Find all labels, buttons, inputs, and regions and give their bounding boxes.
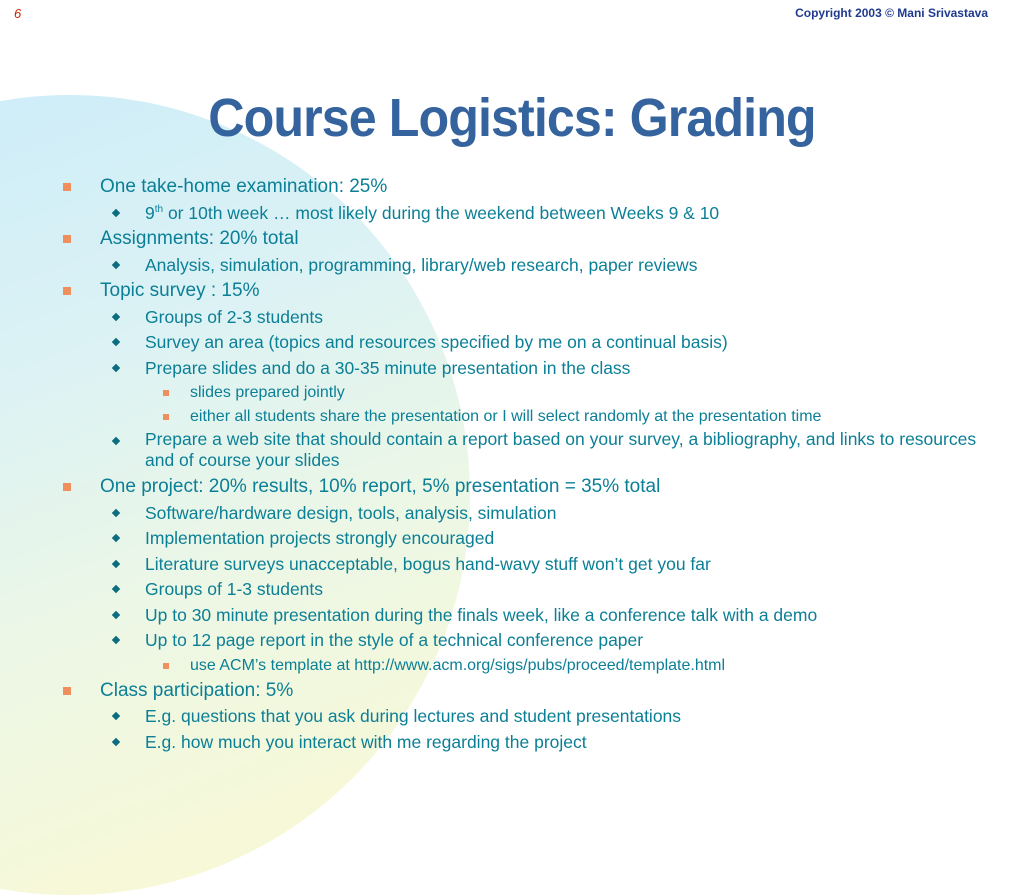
sub-bullet-project-groups [0,577,1024,603]
diamond-bullet-icon [112,338,120,346]
bullet-text: One project: 20% results, 10% report, 5% presentation = 35% total [100,476,661,497]
bullet-text: One take-home examination: 25% [100,176,388,197]
diamond-bullet-icon [112,610,120,618]
diamond-bullet-icon [112,559,120,567]
sub-bullet-project-design [0,501,1024,527]
bullet-text: either all students share the presentation or I will select randomly at the presentation time [190,408,822,425]
square-bullet-icon [63,287,71,295]
bullet-text: Prepare slides and do a 30-35 minute presentation in the class [145,357,631,378]
sub-bullet-project-literature [0,552,1024,578]
diamond-bullet-icon [112,712,120,720]
diamond-bullet-icon [112,636,120,644]
bullet-text: slides prepared jointly [190,384,345,401]
sub-bullet-participation-questions [0,704,1024,730]
bullet-project [0,474,1024,501]
bullet-text: Prepare a web site that should contain a report based on your survey, a bibliography, and links to resources and of course your slides [145,429,977,470]
bullet-assignments [0,226,1024,253]
sub-bullet-survey-area [0,330,1024,356]
bullet-exam [0,174,1024,201]
small-square-bullet-icon [163,390,169,396]
bullet-text: Implementation projects strongly encouraged [145,528,495,548]
sub-sub-bullet-acm-template [0,654,1024,678]
bullet-text: Groups of 2-3 students [145,306,324,327]
copyright-notice: Copyright 2003 © Mani Srivastava [795,6,988,20]
bullet-text: Class participation: 5% [100,679,294,701]
sub-bullet-survey-slides [0,356,1024,382]
small-square-bullet-icon [163,414,169,420]
sub-bullet-assignments-detail [0,253,1024,279]
square-bullet-icon [63,483,71,491]
bullet-text: Survey an area (topics and resources specified by me on a continual basis) [145,332,728,352]
diamond-bullet-icon [112,437,120,445]
diamond-bullet-icon [112,508,120,516]
square-bullet-icon [63,183,71,191]
bullet-list [0,174,1024,755]
diamond-bullet-icon [112,534,120,542]
sub-bullet-participation-interact [0,730,1024,756]
bullet-text: Groups of 1-3 students [145,579,324,599]
bullet-text: Up to 12 page report in the style of a technical conference paper [145,630,644,650]
bullet-text: Analysis, simulation, programming, library/web research, paper reviews [145,254,698,275]
bullet-text: Assignments: 20% total [100,228,299,249]
sub-bullet-exam-week [0,201,1024,227]
sub-sub-bullet-slides-jointly [0,381,1024,405]
bullet-text-part: 9 [145,202,155,223]
bullet-text: Topic survey : 15% [100,280,260,301]
square-bullet-icon [63,235,71,243]
sub-bullet-project-presentation [0,603,1024,629]
diamond-bullet-icon [112,260,120,268]
sub-bullet-survey-website [0,429,1024,474]
bullet-text: Up to 30 minute presentation during the finals week, like a conference talk with a demo [145,604,818,625]
diamond-bullet-icon [112,208,120,216]
sub-bullet-survey-groups [0,305,1024,331]
diamond-bullet-icon [112,363,120,371]
bullet-topic-survey [0,278,1024,305]
ordinal-superscript: th [154,203,164,215]
square-bullet-icon [63,687,71,695]
bullet-text: E.g. questions that you ask during lectures and student presentations [145,706,682,726]
diamond-bullet-icon [112,737,120,745]
slide-number: 6 [14,6,22,21]
bullet-text-part: or 10th week … most likely during the weekend between Weeks 9 & 10 [163,202,720,223]
acm-template-text: use ACM’s template at http://www.acm.org/sigs/pubs/proceed/template.html [190,656,726,674]
bullet-text: E.g. how much you interact with me regarding the project [145,731,587,752]
bullet-text: Software/hardware design, tools, analysis, simulation [145,502,557,523]
diamond-bullet-icon [112,585,120,593]
slide-title: Course Logistics: Grading [208,88,816,148]
small-square-bullet-icon [163,663,169,669]
diamond-bullet-icon [112,312,120,320]
sub-bullet-project-implementation [0,526,1024,552]
sub-bullet-project-report [0,628,1024,654]
bullet-text: Literature surveys unacceptable, bogus hand-wavy stuff won’t get you far [145,553,711,574]
bullet-participation [0,678,1024,705]
sub-sub-bullet-slides-share [0,405,1024,429]
